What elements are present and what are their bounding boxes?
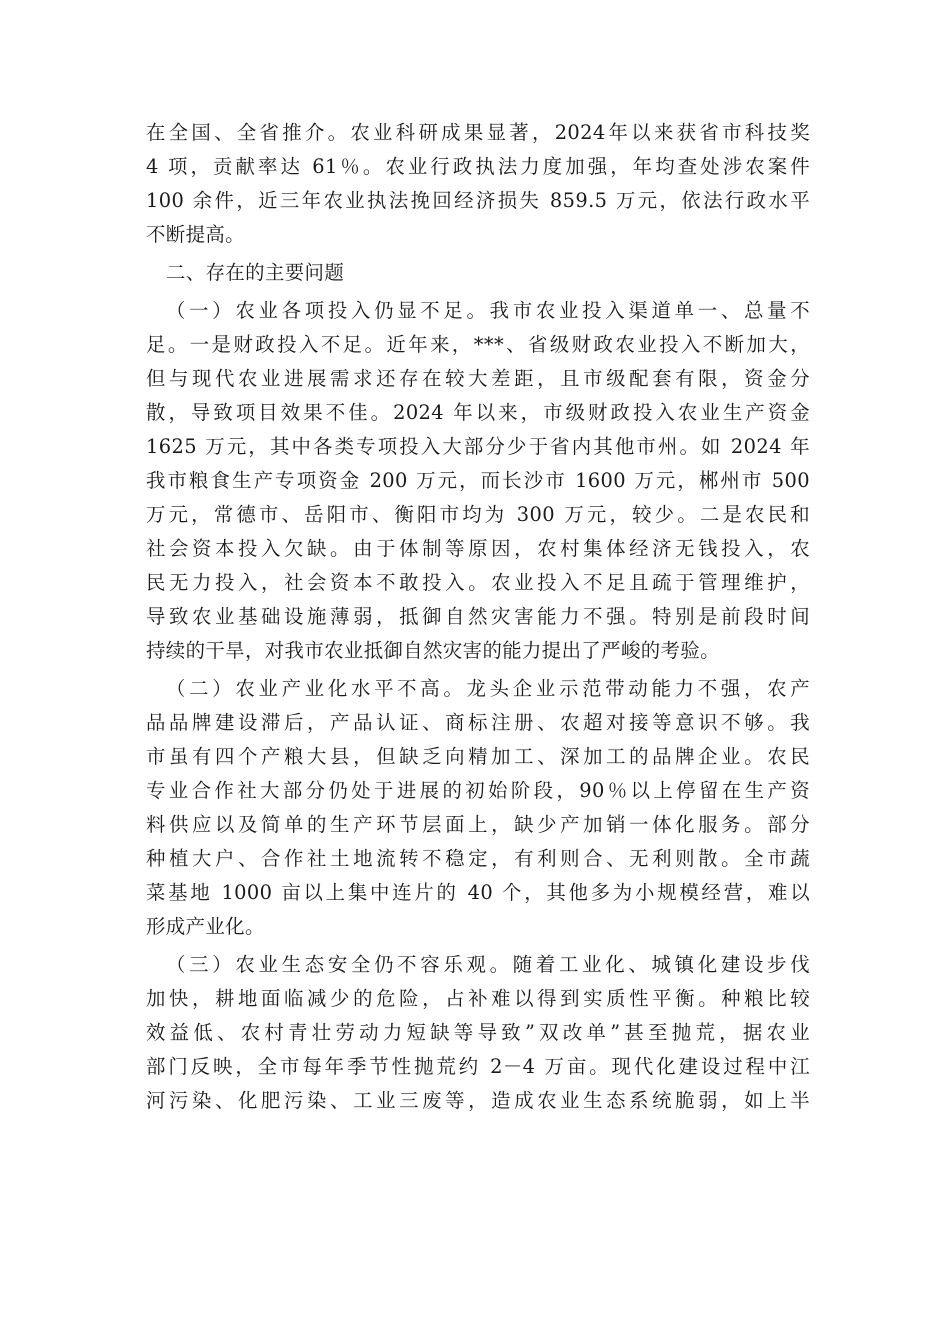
text-line: 4 项，贡献率达 61％。农业行政执法力度加强，年均查处涉农案件 <box>146 155 810 178</box>
text-line: 形成产业化。 <box>146 915 265 938</box>
text-line: 效益低、农村青壮劳动力短缺等导致”双改单”甚至抛荒，据农业 <box>146 1021 810 1044</box>
text-line: （二）农业产业化水平不高。龙头企业示范带动能力不强，农产 <box>166 677 810 700</box>
section-heading <box>146 256 810 290</box>
paragraph-intro-tail <box>146 116 810 252</box>
text-line: 持续的干旱，对我市农业抵御自然灾害的能力提出了严峻的考验。 <box>146 639 720 662</box>
paragraph-issue-1 <box>146 294 810 668</box>
text-line: 加快，耕地面临减少的危险，占补难以得到实质性平衡。种粮比较 <box>146 987 810 1010</box>
text-line: 市虽有四个产粮大县，但缺乏向精加工、深加工的品牌企业。农民 <box>146 745 810 768</box>
text-line: 民无力投入，社会资本不敢投入。农业投入不足且疏于管理维护， <box>146 571 810 594</box>
text-line: 100 余件，近三年农业执法挽回经济损失 859.5 万元，依法行政水平 <box>146 189 810 212</box>
text-line: 导致农业基础设施薄弱，抵御自然灾害能力不强。特别是前段时间 <box>146 605 810 628</box>
text-line: 足。一是财政投入不足。近年来，***、省级财政农业投入不断加大， <box>146 333 810 356</box>
text-line: （一）农业各项投入仍显不足。我市农业投入渠道单一、总量不 <box>166 299 810 322</box>
section-heading-text: 二、存在的主要问题 <box>166 261 345 284</box>
text-line: 种植大户、合作社土地流转不稳定，有利则合、无利则散。全市蔬 <box>146 847 810 870</box>
text-line: 万元，常德市、岳阳市、衡阳市均为 300 万元，较少。二是农民和 <box>146 503 810 526</box>
text-line: 专业合作社大部分仍处于进展的初始阶段，90％以上停留在生产资 <box>146 779 810 802</box>
text-line: 河污染、化肥污染、工业三废等，造成农业生态系统脆弱，如上半 <box>146 1089 810 1112</box>
paragraph-issue-2 <box>146 672 810 944</box>
text-line: 品品牌建设滞后，产品认证、商标注册、农超对接等意识不够。我 <box>146 711 810 734</box>
paragraph-issue-3 <box>146 948 810 1118</box>
text-line: 部门反映，全市每年季节性抛荒约 2－4 万亩。现代化建设过程中江 <box>146 1055 810 1078</box>
text-line: （三）农业生态安全仍不容乐观。随着工业化、城镇化建设步伐 <box>166 953 810 976</box>
text-line: 我市粮食生产专项资金 200 万元，而长沙市 1600 万元，郴州市 500 <box>146 469 810 492</box>
text-line: 不断提高。 <box>146 223 245 246</box>
text-line: 1625 万元，其中各类专项投入大部分少于省内其他市州。如 2024 年 <box>146 435 810 458</box>
text-line: 散，导致项目效果不佳。2024 年以来，市级财政投入农业生产资金 <box>146 401 810 424</box>
text-line: 料供应以及简单的生产环节层面上，缺少产加销一体化服务。部分 <box>146 813 810 836</box>
document-page <box>146 116 810 1118</box>
text-line: 但与现代农业进展需求还存在较大差距，且市级配套有限，资金分 <box>146 367 810 390</box>
text-line: 社会资本投入欠缺。由于体制等原因，农村集体经济无钱投入，农 <box>146 537 810 560</box>
text-line: 在全国、全省推介。农业科研成果显著，2024年以来获省市科技奖 <box>146 121 810 144</box>
text-line: 菜基地 1000 亩以上集中连片的 40 个，其他多为小规模经营，难以 <box>146 881 810 904</box>
